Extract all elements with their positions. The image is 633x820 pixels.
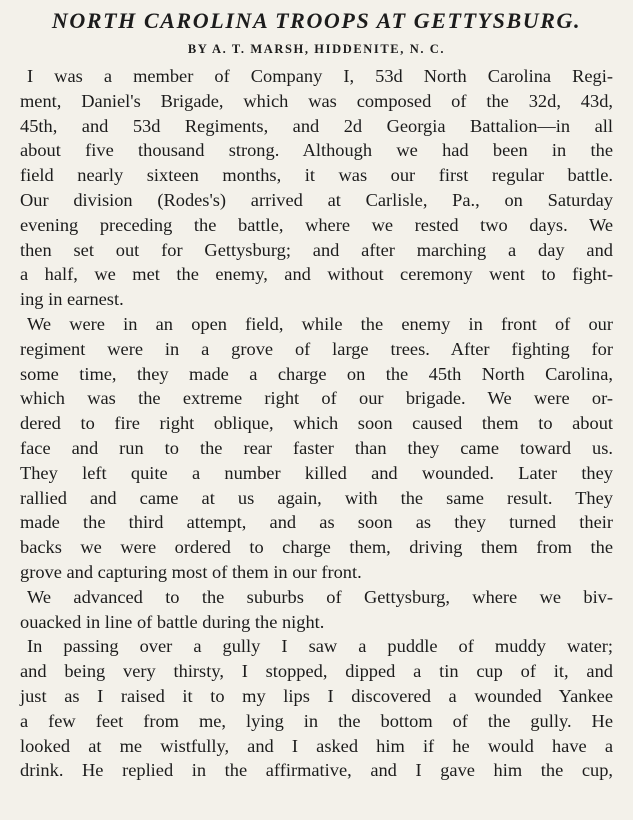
article-title: NORTH CAROLINA TROOPS AT GETTYSBURG. [51,8,582,33]
text-line: some time, they made a charge on the 45th North Carolina, [20,363,613,384]
article-body [20,64,613,783]
text-line: ing in earnest. [20,289,124,310]
text-line: I was a member of Company I, 53d North Carolina Regi- [27,66,613,86]
paragraph-4 [20,634,613,783]
text-line: 45th, and 53d Regiments, and 2d Georgia Battalion—in all [20,115,613,136]
text-line: dered to fire right oblique, which soon caused them to about [20,413,613,434]
text-line: Our division (Rodes's) arrived at Carlisle, Pa., on Saturday [20,189,613,210]
text-line: a half, we met the enemy, and without ceremony went to fight- [20,264,613,285]
text-line: about five thousand strong. Although we had been in the [20,140,613,161]
text-line: which was the extreme right of our brigade. We were or- [20,388,613,409]
text-line: evening preceding the battle, where we rested two days. We [20,214,613,235]
text-line: field nearly sixteen months, it was our first regular battle. [20,165,613,186]
text-line: They left quite a number killed and wounded. Later they [20,462,613,483]
text-line: made the third attempt, and as soon as they turned their [20,512,613,533]
text-line: a few feet from me, lying in the bottom of the gully. He [20,710,613,731]
text-line: then set out for Gettysburg; and after marching a day and [20,239,613,260]
text-line: We advanced to the suburbs of Gettysburg, where we biv- [27,586,613,607]
text-line: backs we were ordered to charge them, driving them from the [20,537,613,558]
text-line: grove and capturing most of them in our front. [20,561,362,582]
paragraph-2 [20,312,613,585]
text-line: We were in an open field, while the enemy in front of our [27,313,613,334]
text-line: just as I raised it to my lips I discovered a wounded Yankee [20,685,613,706]
text-line: and being very thirsty, I stopped, dipped a tin cup of it, and [20,661,613,682]
article-byline: BY A. T. MARSH, HIDDENITE, N. C. [187,42,446,56]
text-line: rallied and came at us again, with the same result. They [20,487,613,508]
text-line: In passing over a gully I saw a puddle of muddy water; [27,636,613,657]
text-line: drink. He replied in the affirmative, and I gave him the cup, [20,760,613,781]
paragraph-1 [20,64,613,312]
text-line: regiment were in a grove of large trees. After fighting for [20,338,613,359]
text-line: ment, Daniel's Brigade, which was composed of the 32d, 43d, [20,90,613,111]
text-line: looked at me wistfully, and I asked him if he would have a [20,735,613,756]
text-line: ouacked in line of battle during the night. [20,611,325,632]
paragraph-3 [20,585,613,635]
text-line: face and run to the rear faster than they came toward us. [20,437,613,458]
